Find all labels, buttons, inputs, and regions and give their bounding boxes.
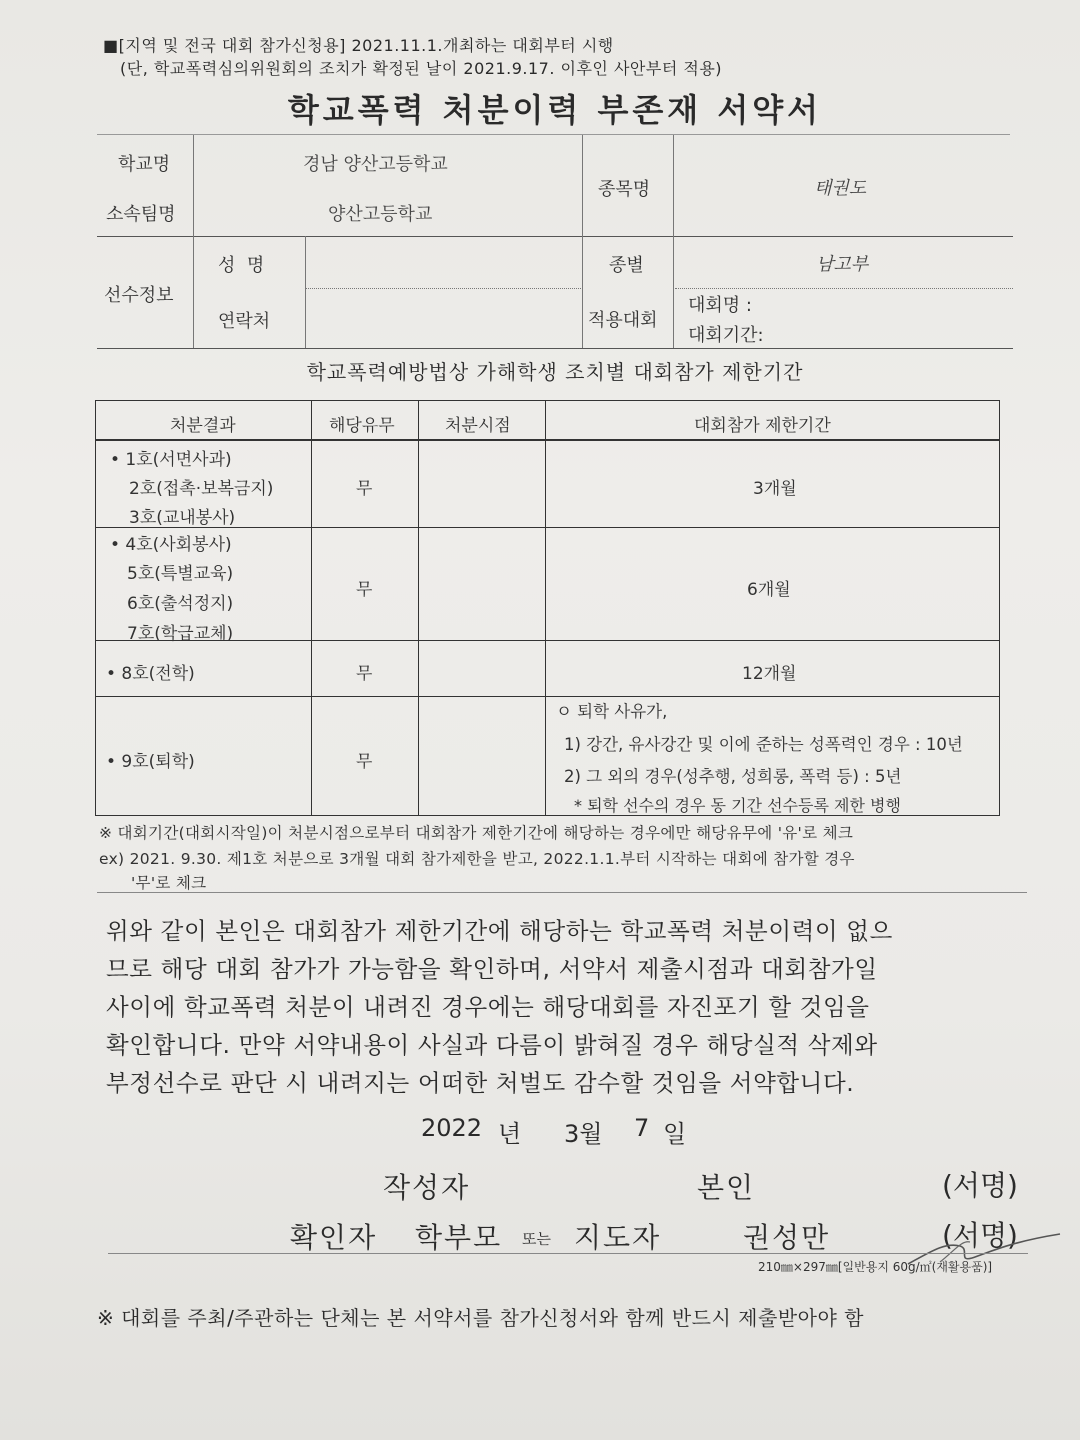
- author-value: 본인: [697, 1171, 756, 1204]
- author-label: 작성자: [383, 1171, 471, 1204]
- info-divider: [582, 135, 583, 348]
- confirmer-label: 확인자: [290, 1221, 378, 1254]
- pledge-line: 므로 해당 대회 참가가 가능함을 확인하며, 서약서 제출시점과 대회참가일: [106, 955, 878, 983]
- info-top-rule: [97, 134, 1010, 135]
- player-info-label: 선수정보: [104, 285, 174, 306]
- table-row-item: 5호(특별교육): [127, 564, 234, 584]
- table-row-applicable: 무: [356, 479, 373, 499]
- signature-rule: [108, 1253, 1028, 1254]
- division-label: 종별: [609, 255, 644, 276]
- division-value: 남고부: [816, 254, 869, 275]
- table-row-item: 7호(학급교체): [127, 624, 234, 644]
- section-title: 학교폭력예방법상 가해학생 조치별 대회참가 제한기간: [306, 360, 804, 384]
- table-row-item: 2호(접촉·보복금지): [129, 479, 274, 499]
- pledge-line: 확인합니다. 만약 서약내용이 사실과 다름이 밝혀질 경우 해당실적 삭제와: [106, 1031, 878, 1059]
- table-col-rule: [418, 401, 419, 815]
- event-period-label: 대회기간:: [688, 325, 764, 346]
- info-bottom-rule: [97, 348, 1013, 349]
- date-day-unit: 일: [663, 1120, 687, 1148]
- paper-spec: 210㎜×297㎜[일반용지 60g/㎡(재활용품)]: [758, 1260, 993, 1274]
- date-year: 2022: [421, 1114, 483, 1142]
- name-label: 성 명: [218, 255, 265, 276]
- col-header-applicable: 해당유무: [329, 416, 395, 436]
- table-row-item: • 4호(사회봉사): [110, 535, 232, 555]
- date-year-unit: 년: [498, 1120, 522, 1148]
- table-row-item: • 8호(전학): [106, 664, 195, 684]
- author-signature: (서명): [942, 1169, 1018, 1202]
- school-value: 경남 양산고등학교: [303, 154, 448, 175]
- info-dotted-rule-right: [675, 288, 1013, 289]
- note-example: ex) 2021. 9.30. 제1호 처분으로 3개월 대회 참가제한을 받고, 2022.1.1.부터 시작하는 대회에 참가할 경우: [99, 850, 855, 868]
- info-divider: [193, 236, 194, 348]
- event-name-label: 대회명 :: [688, 295, 752, 316]
- pledge-line: 사이에 학교폭력 처분이 내려진 경우에는 해당대회를 자진포기 할 것임을: [106, 993, 870, 1021]
- pledge-line: 위와 같이 본인은 대회참가 제한기간에 해당하는 학교폭력 처분이력이 없으: [106, 917, 893, 945]
- table-row-applicable: 무: [356, 580, 373, 600]
- header-scope-line: ■[지역 및 전국 대회 참가신청용] 2021.11.1.개최하는 대회부터 시행: [103, 36, 614, 55]
- info-divider: [673, 135, 674, 348]
- table-row-rule: [96, 696, 999, 697]
- table-row-limit-line: 2) 그 외의 경우(성추행, 성희롱, 폭력 등) : 5년: [564, 767, 902, 786]
- table-row-item: 6호(출석정지): [127, 594, 234, 614]
- team-value: 양산고등학교: [328, 204, 433, 225]
- col-header-date: 처분시점: [445, 416, 511, 436]
- note-example-cont: '무'로 체크: [131, 874, 207, 892]
- confirmer-or: 또는: [522, 1230, 551, 1248]
- header-scope-note: (단, 학교폭력심의위원회의 조치가 확정된 날이 2021.9.17. 이후인 사안부터 적용): [120, 59, 723, 78]
- page-title: 학교폭력 처분이력 부존재 서약서: [287, 91, 823, 129]
- sport-value: 태권도: [814, 178, 867, 199]
- table-row-limit: 6개월: [747, 580, 791, 600]
- info-mid-rule: [97, 236, 1013, 237]
- table-row-limit-line: * 퇴학 선수의 경우 동 기간 선수등록 제한 병행: [574, 796, 901, 815]
- info-divider: [193, 135, 194, 236]
- table-col-rule: [311, 401, 312, 815]
- contact-label: 연락처: [218, 311, 271, 332]
- applied-event-label: 적용대회: [588, 310, 658, 331]
- confirmer-value: 권성만: [743, 1221, 831, 1254]
- table-row-limit-line: ㅇ 퇴학 사유가,: [556, 702, 668, 721]
- table-row-limit: 3개월: [753, 479, 797, 499]
- table-col-rule: [545, 401, 546, 815]
- col-header-limit: 대회참가 제한기간: [694, 416, 831, 436]
- table-row-item: • 9호(퇴학): [106, 752, 195, 772]
- team-label: 소속팀명: [106, 204, 176, 225]
- sport-label: 종목명: [598, 179, 651, 200]
- table-row-item: 3호(교내봉사): [129, 508, 236, 528]
- info-divider: [305, 236, 306, 348]
- table-row-applicable: 무: [356, 752, 373, 772]
- info-dotted-rule: [305, 288, 583, 289]
- pledge-line: 부정선수로 판단 시 내려지는 어떠한 처벌도 감수할 것임을 서약합니다.: [106, 1069, 855, 1097]
- date-day: 7: [634, 1114, 650, 1142]
- col-header-result: 처분결과: [170, 416, 236, 436]
- confirmer-signature: (서명): [942, 1219, 1018, 1252]
- school-label: 학교명: [118, 154, 171, 175]
- confirmer-guardian: 학부모: [415, 1221, 503, 1254]
- note-check-rule: ※ 대회기간(대회시작일)이 처분시점으로부터 대회참가 제한기간에 해당하는 경우에만 해당유무에 '유'로 체크: [99, 824, 854, 842]
- table-row-limit-line: 1) 강간, 유사강간 및 이에 준하는 성폭력인 경우 : 10년: [564, 735, 963, 754]
- footer-note: ※ 대회를 주최/주관하는 단체는 본 서약서를 참가신청서와 함께 반드시 제출받아야 함: [97, 1306, 864, 1330]
- table-row-item: • 1호(서면사과): [110, 450, 232, 470]
- confirmer-coach: 지도자: [574, 1221, 662, 1254]
- table-row-applicable: 무: [356, 664, 373, 684]
- table-row-limit: 12개월: [742, 664, 797, 684]
- sanctions-table: [95, 400, 1000, 816]
- date-month: 3월: [564, 1120, 603, 1148]
- notes-rule: [97, 892, 1027, 893]
- table-header-rule: [96, 439, 999, 441]
